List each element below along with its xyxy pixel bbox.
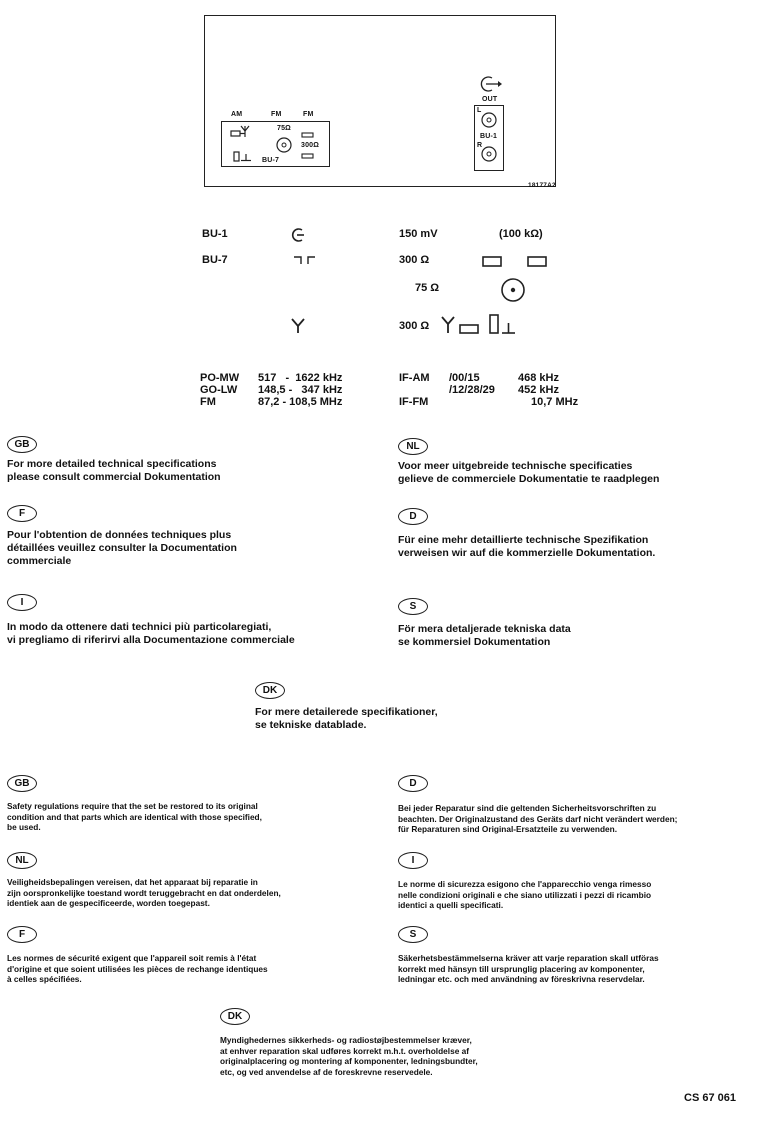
band-row: PO-MW 517 - 1622 kHz [200,372,343,384]
safety-note-s: Säkerhetsbestämmelserna kräver att varje reparation skall utföras korrekt med hänsyn till ursprunglig placering av komponenter, ledningar etc. och med användning av föreskrivna reservdelar. [398,953,659,984]
r-label: R [477,142,483,149]
safety-note-nl: Veiligheidsbepalingen vereisen, dat het apparaat bij reparatie in zijn oorspronkelijke toestand wordt teruggebracht en dat onderdelen, identiek aan de gespecificeerde, worden toegepast. [7,877,281,908]
ground-terminal-icon [234,152,239,161]
bu7-label: BU-7 [262,157,280,164]
am-label: AM [231,111,243,118]
output-sockets-svg [474,105,504,171]
output-symbol-icon-2 [290,227,308,243]
safety-note-dk: Myndighedernes sikkerheds- og radiostøjbestemmelser kræver, at enhver reparation skal udføres korrekt m.h.t. overholdelse af originalplacering og montering af komponenter, ledningsbundter, etc, og ved anvendelse af de foreskrevne reservedele. [220,1035,478,1077]
am-terminal-icon [231,131,240,136]
badge-f: F [7,505,37,522]
fm-terminal-icon [302,133,313,137]
safety-note-i: Le norme di sicurezza esigono che l'apparecchio venga rimesso nelle condizioni originali e che siano utilizzati i pezzi di ricambio identici a quelli specificati. [398,879,652,910]
doc-note-i: In modo da ottenere dati technici più particolaregiati, vi pregliamo di riferirvi alla Documentazione commerciale [7,621,295,646]
doc-note-s: För mera detaljerade tekniska data se kommersiel Dokumentation [398,623,571,648]
band-row: GO-LW 148,5 - 347 kHz [200,384,343,396]
badge-gb: GB [7,436,37,453]
frequency-bands [200,372,342,408]
bu7-label: BU-7 [202,254,228,266]
safety-badge-s: S [398,926,428,943]
fm2-label: FM [303,111,314,118]
out-label: OUT [482,96,498,103]
safety-badge-f: F [7,926,37,943]
band-row: FM 87,2 - 108,5 MHz [200,396,343,408]
safety-note-gb: Safety regulations require that the set be restored to its original condition and that parts which are identical with those specified, be used. [7,801,262,832]
fm-label: FM [271,111,282,118]
left-socket-icon [482,113,496,127]
ohm75-label: 75Ω [277,125,291,132]
safety-badge-d: D [398,775,428,792]
document-code: CS 67 061 [684,1092,736,1104]
output-symbol-icon [478,74,502,94]
if-frequencies: IF-AM /00/15 468 kHz /12/28/29 452 kHz IF-FM 10,7 MHz [399,372,579,408]
antenna-icon [240,126,249,137]
doc-note-nl: Voor meer uitgebreide technische specificaties gelieve de commerciele Dokumentatie te raadplegen [398,460,660,485]
bu1-panel-label: BU-1 [480,133,498,140]
antenna-value: 300 Ω [399,320,430,332]
dipole-symbol-icon [293,255,319,267]
doc-note-f: Pour l'obtention de données techniques plus détaillées veuillez consulter la Documentation commerciale [7,529,237,567]
fm-terminals-icon [482,255,552,269]
if-fm-label: IF-FM [399,396,429,408]
doc-note-dk: For mere detailerede specifikationer, se tekniske datablade. [255,706,438,731]
badge-s: S [398,598,428,615]
coax-socket-icon-2 [500,277,526,303]
ohm300-label: 300Ω [301,142,320,149]
badge-i: I [7,594,37,611]
safety-note-d: Bei jeder Reparatur sind die geltenden Sicherheitsvorschriften zu beachten. Der Originalzustand des Geräts darf nicht verändert werden; für Reparaturen sind Original-Ersatzteile zu verwenden. [398,803,678,834]
safety-badge-dk: DK [220,1008,250,1025]
am-antenna-ground-icon [441,313,571,337]
doc-note-d: Für eine mehr detaillierte technische Spezifikation verweisen wir auf die kommerzielle Dokumentation. [398,534,656,559]
badge-dk: DK [255,682,285,699]
safety-badge-i: I [398,852,428,869]
doc-note-gb: For more detailed technical specifications please consult commercial Dokumentation [7,458,221,483]
badge-nl: NL [398,438,428,455]
right-socket-icon [482,147,496,161]
bu1-impedance: (100 kΩ) [499,228,543,240]
bu1-value: 150 mV [399,228,438,240]
bu7-value: 300 Ω [399,254,430,266]
bu1-label: BU-1 [202,228,228,240]
antenna-icon-2 [291,318,305,334]
safety-note-f: Les normes de sécurité exigent que l'appareil soit remis à l'état d'origine et que soient utilisées les pièces de rechange identiques à celles spécifiées. [7,953,268,984]
coax-socket-icon [277,138,291,152]
l-label: L [477,107,482,114]
fm-terminal-icon-2 [302,154,313,158]
safety-badge-nl: NL [7,852,37,869]
badge-d: D [398,508,428,525]
drawing-code: 18177A2 [528,182,556,189]
if-am-label: IF-AM [399,372,430,384]
coax-value: 75 Ω [415,282,440,294]
safety-badge-gb: GB [7,775,37,792]
ground-icon [241,154,251,161]
